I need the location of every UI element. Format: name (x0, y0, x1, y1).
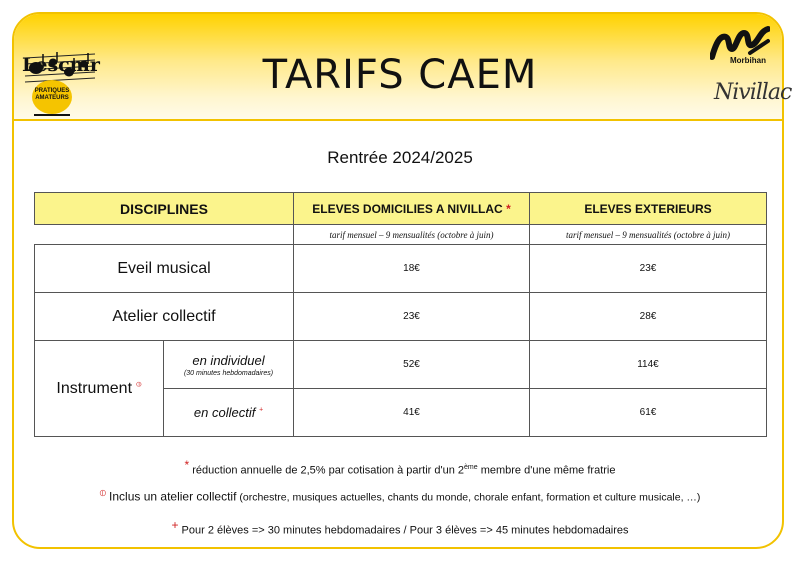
row-label-instrument (35, 341, 164, 437)
morbihan-label: Morbihan (730, 56, 766, 65)
nivillac-logo: Nivillac (714, 80, 792, 105)
price-individuel-exterieurs: 114€ (530, 341, 767, 389)
table-row (35, 293, 767, 341)
tarifs-table (34, 192, 767, 437)
row-label-atelier: Atelier collectif (35, 293, 294, 341)
page-title: TARIFS CAEM (262, 52, 538, 98)
header-domicilies-label: ELEVES DOMICILIES A NIVILLAC (312, 201, 503, 216)
footnote-reduction-text-end: membre d'une même fratrie (477, 464, 616, 477)
footnote-circle-mark: ⦶ (99, 488, 107, 498)
page-subtitle: Rentrée 2024/2025 (327, 148, 473, 167)
header-disciplines: DISCIPLINES (35, 193, 294, 225)
footnote-collectif-text: Pour 2 élèves => 30 minutes hebdomadaires / Pour 3 élèves => 45 minutes hebdomadaires (181, 524, 629, 537)
footnote-atelier-detail: (orchestre, musiques actuelles, chants du monde, chorale enfant, formation et culture musicale, …) (236, 491, 701, 504)
subheader-exterieurs: tarif mensuel – 9 mensualités (octobre à juin) (530, 225, 767, 245)
instrument-mark: ⦶ (136, 381, 142, 389)
collectif-label: en collectif (193, 405, 256, 420)
table-row (35, 245, 767, 293)
header-domicilies (294, 193, 530, 225)
header-exterieurs: ELEVES EXTERIEURS (530, 193, 767, 225)
subheader-blank (35, 225, 294, 245)
price-eveil-domicilies: 18€ (294, 245, 530, 293)
subheader-domicilies: tarif mensuel – 9 mensualités (octobre à juin) (294, 225, 530, 245)
badge-underline (34, 114, 70, 116)
price-collectif-domicilies: 41€ (294, 389, 530, 437)
individuel-note: (30 minutes hebdomadaires) (183, 369, 274, 377)
pratiques-amateurs-badge: PRATIQUES AMATEURS (32, 80, 72, 114)
table-header-row (35, 193, 767, 225)
individuel-label: en individuel (192, 352, 265, 368)
table-row (35, 341, 767, 389)
price-atelier-exterieurs: 28€ (530, 293, 767, 341)
price-eveil-exterieurs: 23€ (530, 245, 767, 293)
footnote-ordinal: ème (464, 464, 478, 471)
footnote-atelier-lead: Inclus un atelier collectif (109, 489, 237, 504)
footnote-asterisk: * (184, 458, 190, 472)
asterisk-mark: * (506, 201, 511, 216)
price-collectif-exterieurs: 61€ (530, 389, 767, 437)
footnote-plus-mark: + (171, 518, 179, 532)
cmr-logo-text: Lescmr (22, 54, 100, 76)
row-label-collectif (164, 389, 294, 437)
row-label-eveil: Eveil musical (35, 245, 294, 293)
table-subheader-row (35, 225, 767, 245)
instrument-label: Instrument (56, 379, 133, 397)
footnote-collectif (0, 518, 800, 548)
price-atelier-domicilies: 23€ (294, 293, 530, 341)
footnote-atelier (0, 488, 800, 518)
footnote-reduction (0, 458, 800, 488)
footnote-reduction-text: réduction annuelle de 2,5% par cotisation à partir d'un 2 (192, 464, 465, 477)
collectif-mark: + (258, 406, 264, 414)
price-individuel-domicilies: 52€ (294, 341, 530, 389)
row-label-individuel (164, 341, 294, 389)
footnotes (0, 458, 800, 548)
